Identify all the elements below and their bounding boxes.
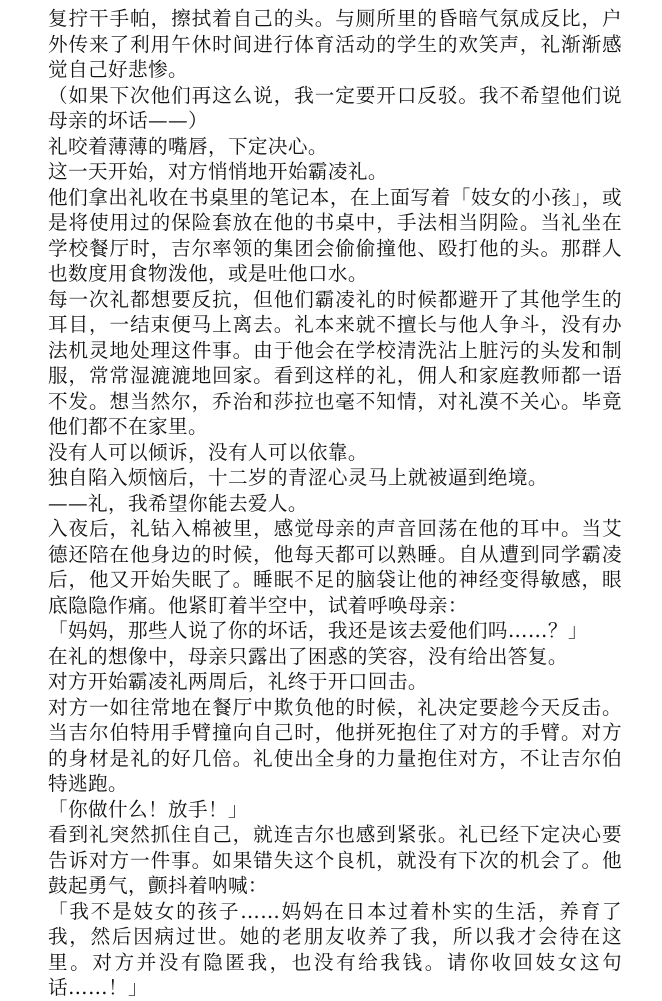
paragraph: 「妈妈，那些人说了你的坏话，我还是该去爱他们吗……？」: [48, 619, 588, 642]
paragraph: 在礼的想像中，母亲只露出了困惑的笑容，没有给出答复。: [48, 644, 568, 668]
paragraph: 这一天开始，对方悄悄地开始霸凌礼。: [48, 160, 388, 183]
paragraph: 对方开始霸凌礼两周后，礼终于开口回击。: [48, 670, 428, 693]
paragraph: 「我不是妓女的孩子……妈妈在日本过着朴实的生活，养育了我，然后因病过世。她的老朋友收养了我，所以我才会待在这里。对方并没有隐匿我，也没有给我钱。请你收回妓女这句话……！」: [48, 899, 622, 999]
paragraph: ——礼，我希望你能去爱人。: [48, 491, 308, 515]
paragraph: 没有人可以倾诉，没有人可以依靠。: [48, 440, 368, 464]
paragraph: 「你做什么！放手！」: [48, 797, 248, 821]
paragraph: 看到礼突然抓住自己，就连吉尔也感到紧张。礼已经下定决心要告诉对方一件事。如果错失这个良机，就没有下次的机会了。他鼓起勇气，颤抖着呐喊：: [48, 823, 622, 897]
paragraph: 独自陷入烦恼后，十二岁的青涩心灵马上就被逼到绝境。: [48, 466, 548, 489]
paragraph: （如果下次他们再这么说，我一定要开口反驳。我不希望他们说母亲的坏话——）: [48, 83, 622, 132]
document-page: [48, 6, 622, 1001]
paragraph: 入夜后，礼钻入棉被里，感觉母亲的声音回荡在他的耳中。当艾德还陪在他身边的时候，他每天都可以熟睡。自从遭到同学霸凌后，他又开始失眠了。睡眠不足的脑袋让他的神经变得敏感，眼底隐隐作痛。他紧盯着半空中，试着呼唤母亲：: [48, 517, 622, 617]
paragraph: 对方一如往常地在餐厅中欺负他的时候，礼决定要趁今天反击。当吉尔伯特用手臂撞向自己时，他拼死抱住了对方的手臂。对方的身材是礼的好几倍。礼使出全身的力量抱住对方，不让吉尔伯特逃跑。: [48, 695, 622, 795]
paragraph: 复拧干手帕，擦拭着自己的头。与厕所里的昏暗气氛成反比，户外传来了利用午休时间进行体育活动的学生的欢笑声，礼渐渐感觉自己好悲惨。: [48, 7, 622, 81]
paragraph: 礼咬着薄薄的嘴唇，下定决心。: [48, 134, 328, 158]
paragraph: 他们拿出礼收在书桌里的笔记本，在上面写着「妓女的小孩」，或是将使用过的保险套放在他的书桌中，手法相当阴险。当礼坐在学校餐厅时，吉尔率领的集团会偷偷撞他、殴打他的头。那群人也数度用食物泼他，或是吐他口水。: [48, 185, 622, 285]
paragraph: 每一次礼都想要反抗，但他们霸凌礼的时候都避开了其他学生的耳目，一结束便马上离去。礼本来就不擅长与他人争斗，没有办法机灵地处理这件事。由于他会在学校清洗沾上脏污的头发和制服，常常湿漉漉地回家。看到这样的礼，佣人和家庭教师都一语不发。想当然尔，乔治和莎拉也毫不知情，对礼漠不关心。毕竟他们都不在家里。: [48, 287, 622, 438]
